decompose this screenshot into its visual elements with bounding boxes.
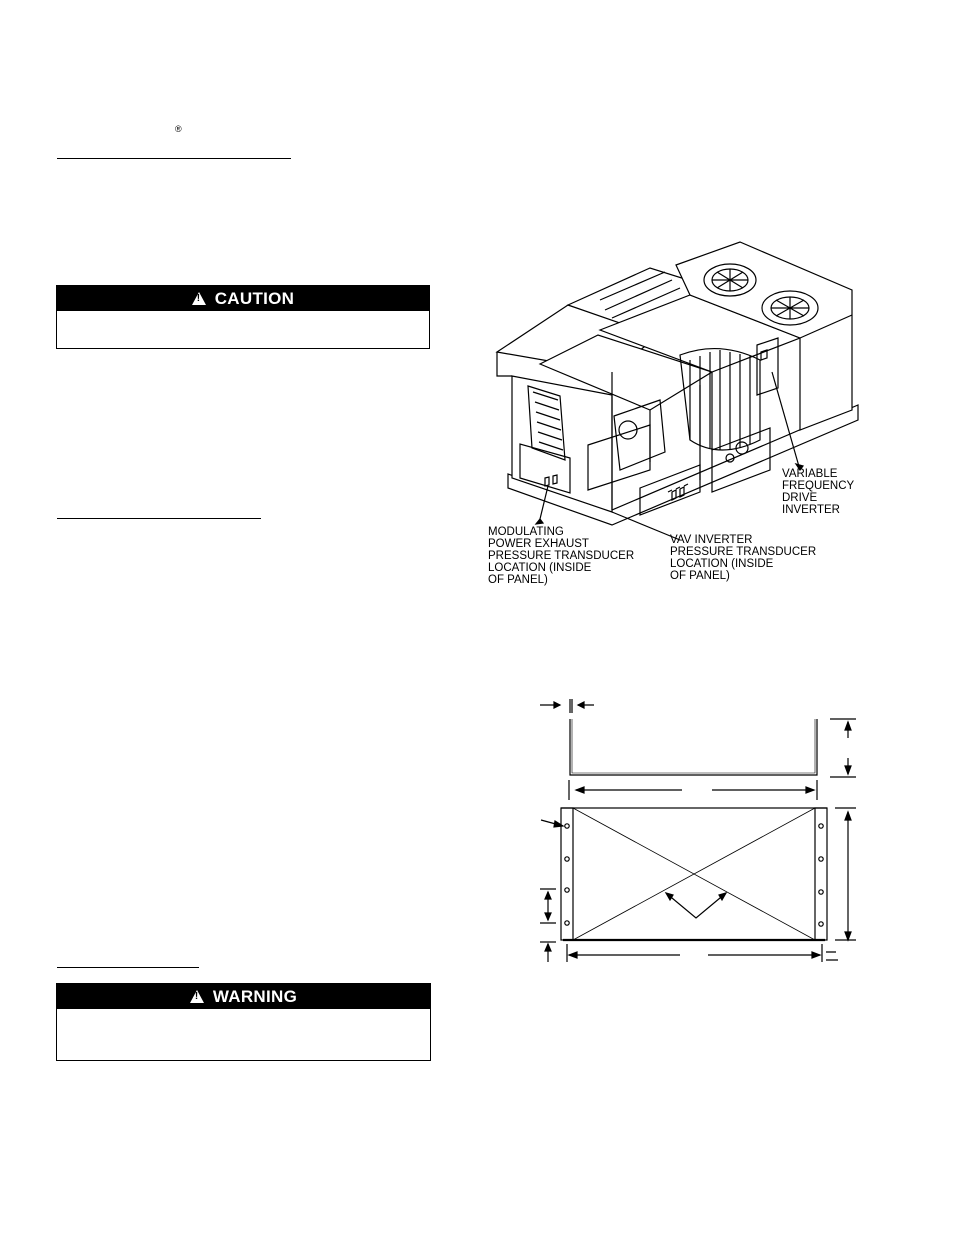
callout-line: VARIABLE: [782, 468, 838, 480]
callout-line: PRESSURE TRANSDUCER: [488, 550, 635, 562]
registered-mark: ®: [175, 124, 182, 134]
callout-line: INVERTER: [782, 504, 840, 516]
callout-line: FREQUENCY: [782, 480, 855, 492]
callout-line: OF PANEL): [488, 574, 548, 586]
callout-line: VAV INVERTER: [670, 534, 753, 546]
callout-line: LOCATION (INSIDE: [670, 558, 774, 570]
caution-title: CAUTION: [214, 288, 295, 308]
callout-line: LOCATION (INSIDE: [488, 562, 592, 574]
callout-line: PRESSURE TRANSDUCER: [670, 546, 817, 558]
callout-line: DRIVE: [782, 492, 818, 504]
callout-line: POWER EXHAUST: [488, 538, 589, 550]
warning-title: WARNING: [212, 986, 298, 1006]
callout-line: MODULATING: [488, 526, 564, 538]
callout-line: OF PANEL): [670, 570, 730, 582]
